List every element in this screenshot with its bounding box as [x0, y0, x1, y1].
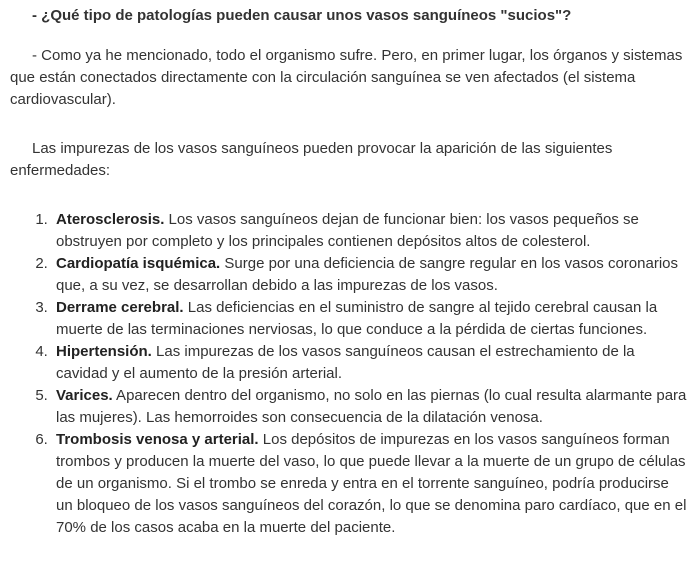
list-item [52, 341, 688, 385]
disease-term: Varices. [56, 387, 113, 404]
disease-term: Cardiopatía isquémica. [56, 255, 221, 272]
list-item [52, 429, 688, 539]
question-heading: - ¿Qué tipo de patologías pueden causar unos vasos sanguíneos "sucios"? [32, 7, 572, 24]
disease-term: Aterosclerosis. [56, 211, 165, 228]
list-item [52, 209, 688, 253]
disease-description: Aparecen dentro del organismo, no solo en las piernas (lo cual resulta alarmante para las mujeres). Las hemorroides son consecuencia de la dilatación venosa. [56, 387, 687, 426]
disease-description: Los vasos sanguíneos dejan de funcionar bien: los vasos pequeños se obstruyen por completo y los principales contienen depósitos altos de colesterol. [56, 211, 639, 250]
answer-paragraph: - Como ya he mencionado, todo el organismo sufre. Pero, en primer lugar, los órganos y sistemas que están conectados directamente con la circulación sanguínea se ven afectados (el sistema cardiovascular). [10, 47, 683, 108]
list-item [52, 253, 688, 297]
disease-description: Surge por una deficiencia de sangre regular en los vasos coronarios que, a su vez, se desarrollan debido a las impurezas de los vasos. [56, 255, 678, 294]
disease-term: Derrame cerebral. [56, 299, 184, 316]
intro-paragraph: Las impurezas de los vasos sanguíneos pueden provocar la aparición de las siguientes enfermedades: [10, 140, 613, 179]
disease-description: Los depósitos de impurezas en los vasos sanguíneos forman trombos y producen la muerte del vaso, lo que puede llevar a la muerte de un grupo de células de un organismo. Si el trombo se enreda y entra en el torrente sanguíneo, podría producirse un bloqueo de los vasos sanguíneos del corazón, lo que se denomina paro cardíaco, que en el 70% de los casos acaba en la muerte del paciente. [56, 431, 687, 536]
disease-term: Trombosis venosa y arterial. [56, 431, 259, 448]
article-body [0, 5, 700, 539]
disease-list [10, 209, 688, 539]
list-item [52, 297, 688, 341]
disease-description: Las impurezas de los vasos sanguíneos causan el estrechamiento de la cavidad y el aumento de la presión arterial. [56, 343, 635, 382]
disease-term: Hipertensión. [56, 343, 152, 360]
list-item [52, 385, 688, 429]
disease-description: Las deficiencias en el suministro de sangre al tejido cerebral causan la muerte de las terminaciones nerviosas, lo que conduce a la pérdida de ciertas funciones. [56, 299, 658, 338]
